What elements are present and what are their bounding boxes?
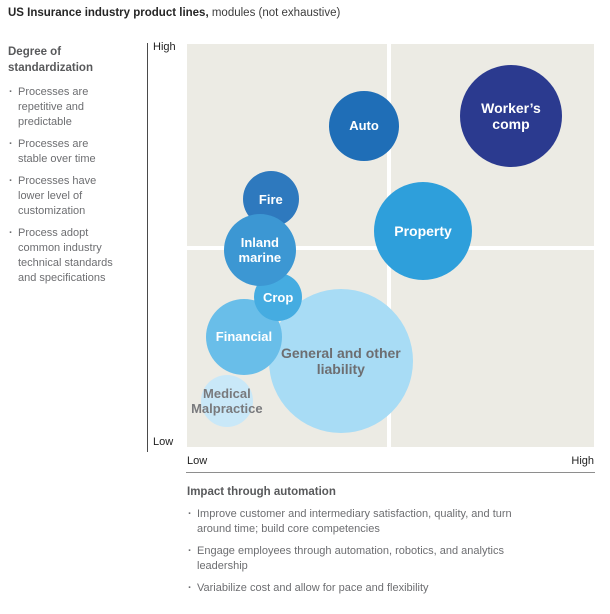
bottom-panel-bullet-list [187, 507, 532, 596]
left-panel-bullet: · Processes have lower level of customization [8, 174, 118, 219]
left-panel-bullet-list [8, 85, 140, 286]
bubble-label: Medical Malpractice [191, 385, 263, 417]
left-panel-heading: Degree of standardization [8, 46, 93, 74]
bubble-label: Worker’s comp [481, 99, 541, 133]
x-axis-line [186, 472, 595, 473]
y-axis-low-label: Low [153, 436, 174, 448]
bubble-worker-s-comp [460, 65, 562, 167]
page-title [8, 7, 340, 19]
x-axis-low-label: Low [187, 455, 208, 467]
bottom-panel-bullet: · Improve customer and intermediary satisfaction, quality, and turn around time; build core competencies [187, 507, 527, 536]
bottom-panel-heading: Impact through automation [187, 486, 336, 498]
bubble-label: Property [394, 222, 452, 239]
page-title-suffix: modules (not exhaustive) [208, 7, 341, 19]
bubble-label: Crop [262, 289, 294, 305]
left-panel-bullet: · Processes are stable over time [8, 137, 118, 167]
bubble-property [374, 182, 472, 280]
bubble-label: Auto [349, 118, 379, 134]
x-axis-high-label: High [571, 455, 594, 467]
bottom-panel-bullet: · Engage employees through automation, robotics, and analytics leadership [187, 544, 527, 573]
y-axis-line [147, 43, 148, 452]
bubble-medical-malpractice [191, 375, 263, 427]
bubble-auto [329, 91, 399, 161]
x-axis-labels [187, 455, 594, 467]
left-panel-bullet: · Process adopt common industry technical standards and specifications [8, 226, 118, 286]
page-title-main: US Insurance industry product lines, [8, 7, 209, 19]
bubble-label: Financial [215, 329, 273, 345]
bubble-label: Inland marine [238, 234, 282, 265]
left-panel [8, 44, 140, 293]
y-axis-high-label: High [153, 41, 176, 53]
bottom-panel [187, 486, 532, 604]
bubble-label: Fire [258, 191, 283, 207]
bottom-panel-bullet: · Variabilize cost and allow for pace and flexibility [187, 581, 527, 596]
bubble-label: General and other liability [280, 344, 401, 378]
plot-area [187, 44, 594, 447]
bubble-inland-marine [224, 214, 296, 286]
left-panel-bullet: · Processes are repetitive and predictable [8, 85, 118, 130]
